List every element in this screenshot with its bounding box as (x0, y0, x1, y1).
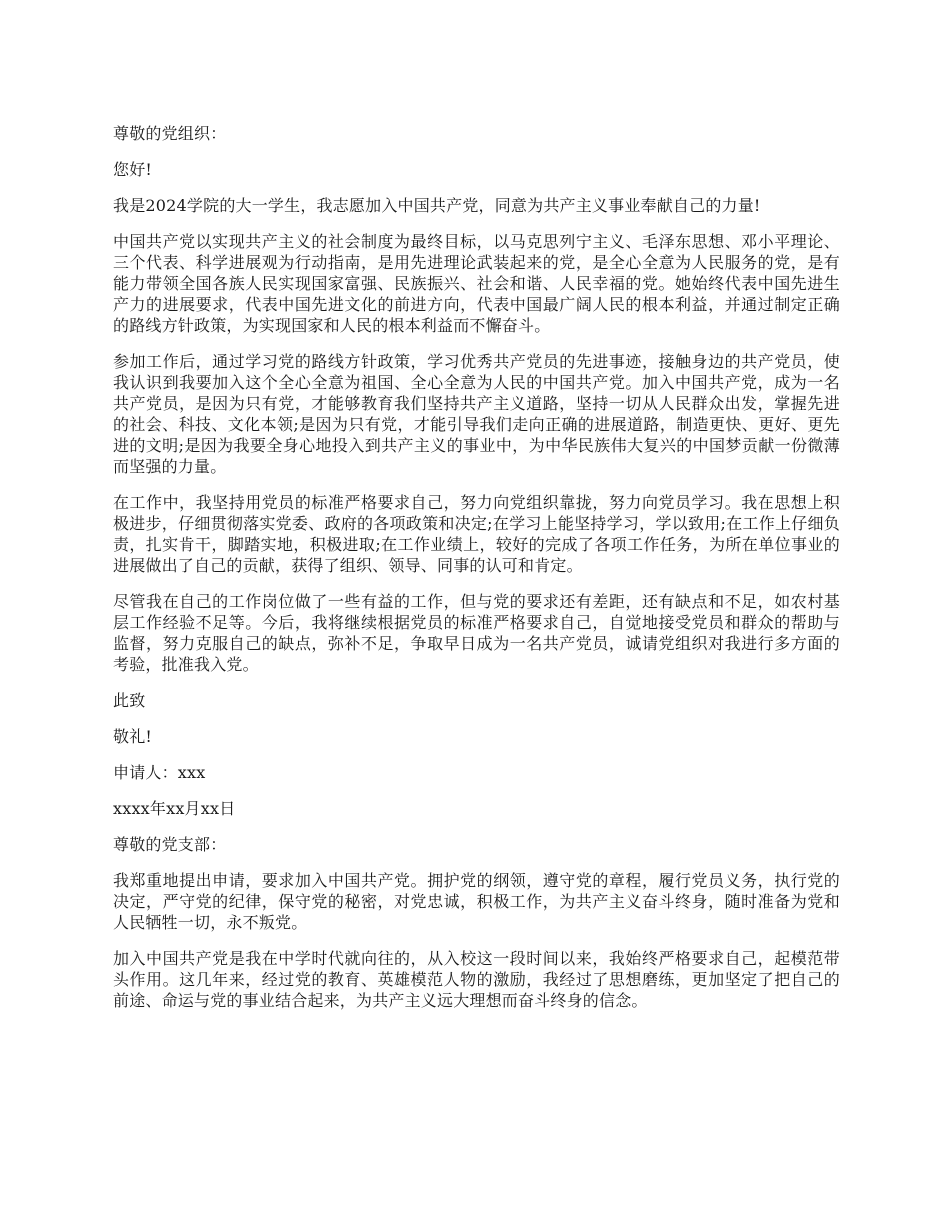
body-paragraph: 加入中国共产党是我在中学时代就向往的，从入校这一段时间以来，我始终严格要求自己，起模范带头作用。这几年来，经过党的教育、英雄模范人物的激励，我经过了思想磨练，更加坚定了把自己的前途、命运与党的事业结合起来，为共产主义远大理想而奋斗终身的信念。 (113, 949, 840, 1010)
body-paragraph: 中国共产党以实现共产主义的社会制度为最终目标，以马克思列宁主义、毛泽东思想、邓小平理论、三个代表、科学进展观为行动指南，是用先进理论武装起来的党，是全心全意为人民服务的党，是有能力带领全国各族人民实现国家富强、民族振兴、社会和谐、人民幸福的党。她始终代表中国先进生产力的进展要求，代表中国先进文化的前进方向，代表中国最广阔人民的根本利益，并通过制定正确的路线方针政策，为实现国家和人民的根本利益而不懈奋斗。 (113, 232, 840, 335)
body-paragraph: 在工作中，我坚持用党员的标准严格要求自己，努力向党组织靠拢，努力向党员学习。我在思想上积极进步，仔细贯彻落实党委、政府的各项政策和决定;在学习上能坚持学习，学以致用;在工作上仔细负责，扎实肯干，脚踏实地，积极进取;在工作业绩上，较好的完成了各项工作任务，为所在单位事业的进展做出了自己的贡献，获得了组织、领导、同事的认可和肯定。 (113, 493, 840, 575)
document-page (113, 123, 840, 1026)
salutation: 尊敬的党组织： (113, 124, 227, 143)
date-line: xxxx年xx月xx日 (113, 799, 236, 818)
closing-phrase: 此致 (113, 691, 146, 710)
intro-paragraph: 我是2024学院的大一学生，我志愿加入中国共产党，同意为共产主义事业奉献自己的力量! (113, 196, 761, 215)
applicant-signature: 申请人：xxx (113, 763, 206, 782)
body-paragraph: 尽管我在自己的工作岗位做了一些有益的工作，但与党的要求还有差距，还有缺点和不足，如农村基层工作经验不足等。今后，我将继续根据党员的标准严格要求自己，自觉地接受党员和群众的帮助与监督，努力克服自己的缺点，弥补不足，争取早日成为一名共产党员，诚请党组织对我进行多方面的考验，批准我入党。 (113, 592, 840, 674)
body-paragraph: 我郑重地提出申请，要求加入中国共产党。拥护党的纲领，遵守党的章程，履行党员义务，执行党的决定，严守党的纪律，保守党的秘密，对党忠诚，积极工作，为共产主义奋斗终身，随时准备为党和人民牺牲一切，永不叛党。 (113, 871, 840, 932)
second-salutation: 尊敬的党支部： (113, 835, 227, 854)
closing-salute: 敬礼! (113, 727, 153, 746)
greeting: 您好! (113, 160, 153, 179)
body-paragraph: 参加工作后，通过学习党的路线方针政策，学习优秀共产党员的先进事迹，接触身边的共产党员，使我认识到我要加入这个全心全意为祖国、全心全意为人民的中国共产党。加入中国共产党，成为一名共产党员，是因为只有党，才能够教育我们坚持共产主义道路，坚持一切从人民群众出发，掌握先进的社会、科技、文化本领;是因为只有党，才能引导我们走向正确的进展道路，制造更快、更好、更先进的文明;是因为我要全身心地投入到共产主义的事业中，为中华民族伟大复兴的中国梦贡献一份微薄而坚强的力量。 (113, 352, 840, 476)
